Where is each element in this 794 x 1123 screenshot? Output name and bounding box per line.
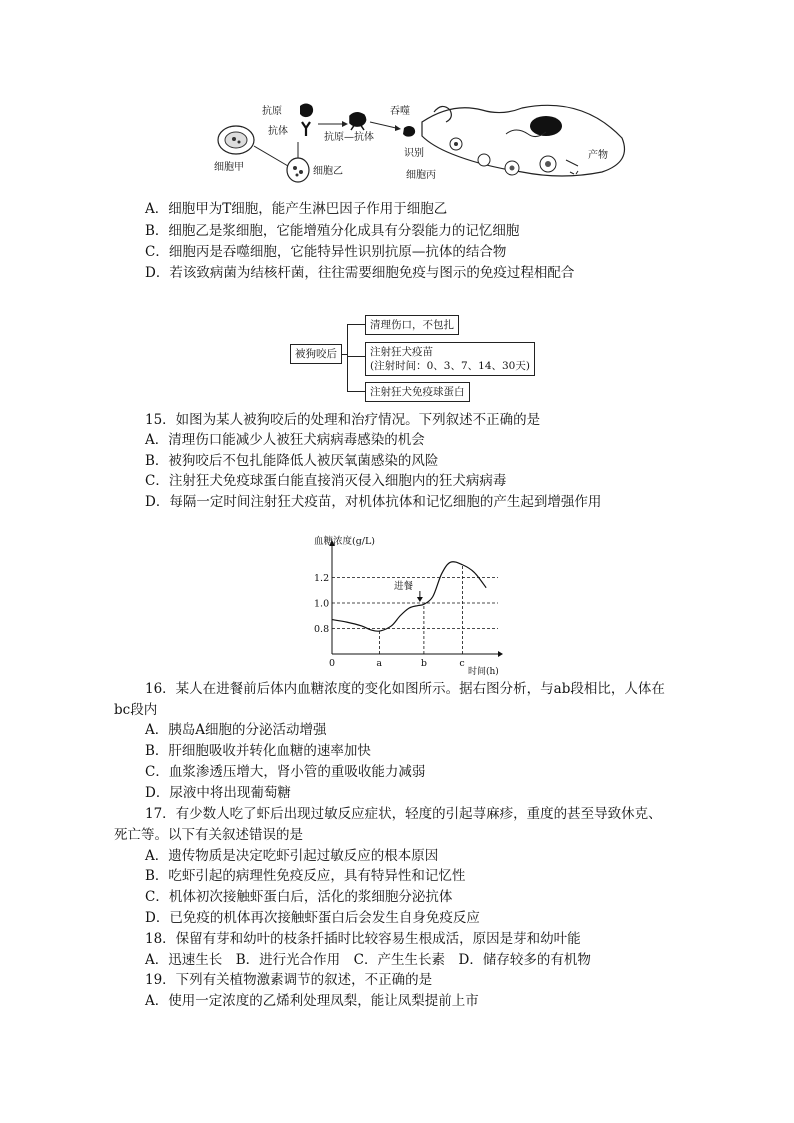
q17-option-b: B．吃虾引起的病理性免疫反应，具有特异性和记忆性 (145, 868, 466, 884)
chart-x-arrow (498, 651, 503, 657)
q18-stem: 18．保留有芽和幼叶的枝条扦插时比较容易生根成活，原因是芽和幼叶能 (145, 931, 581, 947)
product-label: 产物 (588, 150, 608, 161)
chart-annotation: 进餐 (394, 581, 414, 592)
q16-option-d: D．尿液中将出现葡萄糖 (145, 785, 291, 801)
q16-stem-line1: 16．某人在进餐前后体内血糖浓度的变化如图所示。据右图分析，与ab段相比，人体在 (145, 681, 665, 697)
cell-c-label: 细胞丙 (406, 170, 436, 181)
q14-option-c: C．细胞丙是吞噬细胞，它能特异性识别抗原—抗体的结合物 (145, 244, 507, 260)
q17-option-a: A．遗传物质是决定吃虾引起过敏反应的根本原因 (145, 848, 439, 864)
q17-stem-line1: 17．有少数人吃了虾后出现过敏反应症状，轻度的引起荨麻疹，重度的甚至导致休克、 (145, 806, 662, 822)
q16-option-b: B．肝细胞吸收并转化血糖的速率加快 (145, 743, 371, 759)
chart-xtick-label: 0 (329, 658, 336, 669)
q16-stem-line2: bc段内 (114, 702, 158, 718)
q18-options: A．迅速生长 B．进行光合作用 C．产生生长素 D．储存较多的有机物 (145, 952, 591, 968)
cell-b-icon (287, 158, 309, 182)
chart-ytick-label: 1.0 (314, 598, 330, 610)
flow-stub (342, 354, 347, 355)
flow-branch-2 (365, 342, 535, 376)
glucose-chart (300, 530, 510, 678)
q14-option-a: A．细胞甲为T细胞，能产生淋巴因子作用于细胞乙 (145, 201, 448, 217)
phagocytosis-label: 吞噬 (390, 106, 410, 117)
chart-xtick-label: c (459, 658, 465, 669)
q15-option-d: D．每隔一定时间注射狂犬疫苗，对机体抗体和记忆细胞的产生起到增强作用 (145, 494, 602, 510)
flow-branch-1: 清理伤口，不包扎 (365, 315, 459, 335)
q15-option-c: C．注射狂犬免疫球蛋白能直接消灭侵入细胞内的狂犬病病毒 (145, 473, 507, 489)
complex-icon (350, 113, 366, 130)
antibody-icon (302, 122, 310, 136)
chart-ylabel: 血糖浓度(g/L) (314, 536, 376, 547)
q19-option-a: A．使用一定浓度的乙烯利处理凤梨，能让凤梨提前上市 (145, 993, 479, 1009)
cell-b-label: 细胞乙 (313, 166, 343, 177)
immune-diagram (210, 98, 630, 190)
flow-root: 被狗咬后 (290, 344, 342, 364)
bound-complex-icon (403, 126, 415, 137)
q19-stem: 19．下列有关植物激素调节的叙述，不正确的是 (145, 972, 433, 988)
complex-label: 抗原—抗体 (324, 132, 374, 143)
flow-branch-2-line2: (注射时间：0、3、7、14、30天) (370, 360, 530, 372)
antigen-icon (300, 104, 313, 118)
chart-xtick-label: b (420, 658, 427, 669)
antibody-label: 抗体 (268, 126, 288, 137)
flow-branch-3: 注射狂犬免疫球蛋白 (365, 382, 470, 402)
chart-xtick-label: a (376, 658, 383, 669)
cell-a-label: 细胞甲 (214, 162, 244, 173)
q15-option-b: B．被狗咬后不包扎能降低人被厌氧菌感染的风险 (145, 453, 439, 469)
recognize-label: 识别 (404, 148, 424, 159)
cell-a-icon (218, 126, 254, 154)
q14-option-d: D．若该致病菌为结核杆菌，往往需要细胞免疫与图示的免疫过程相配合 (145, 265, 575, 281)
q16-option-a: A．胰岛A细胞的分泌活动增强 (145, 722, 327, 738)
q17-stem-line2: 死亡等。以下有关叙述错误的是 (114, 827, 303, 843)
q15-option-a: A．清理伤口能减少人被狂犬病病毒感染的机会 (145, 432, 425, 448)
q17-option-d: D．已免疫的机体再次接触虾蛋白后会发生自身免疫反应 (145, 910, 480, 926)
q15-stem: 15．如图为某人被狗咬后的处理和治疗情况。下列叙述不正确的是 (145, 412, 541, 428)
q14-option-b: B．细胞乙是浆细胞，它能增殖分化成具有分裂能力的记忆细胞 (145, 223, 520, 239)
q17-option-c: C．机体初次接触虾蛋白后，活化的浆细胞分泌抗体 (145, 889, 453, 905)
chart-annotation-arrowhead (417, 597, 423, 602)
antigen-label: 抗原 (262, 106, 282, 117)
chart-ytick-label: 1.2 (314, 573, 330, 584)
q16-option-c: C．血浆渗透压增大，肾小管的重吸收能力减弱 (145, 764, 426, 780)
flow-bracket (347, 324, 366, 392)
chart-ytick-label: 0.8 (314, 624, 330, 635)
flow-mid-line (347, 356, 365, 357)
chart-glucose-line (332, 562, 486, 632)
dog-flowchart (290, 312, 540, 404)
chart-xlabel: 时间(h) (468, 667, 499, 677)
flow-branch-2-line1: 注射狂犬疫苗 (370, 346, 433, 358)
